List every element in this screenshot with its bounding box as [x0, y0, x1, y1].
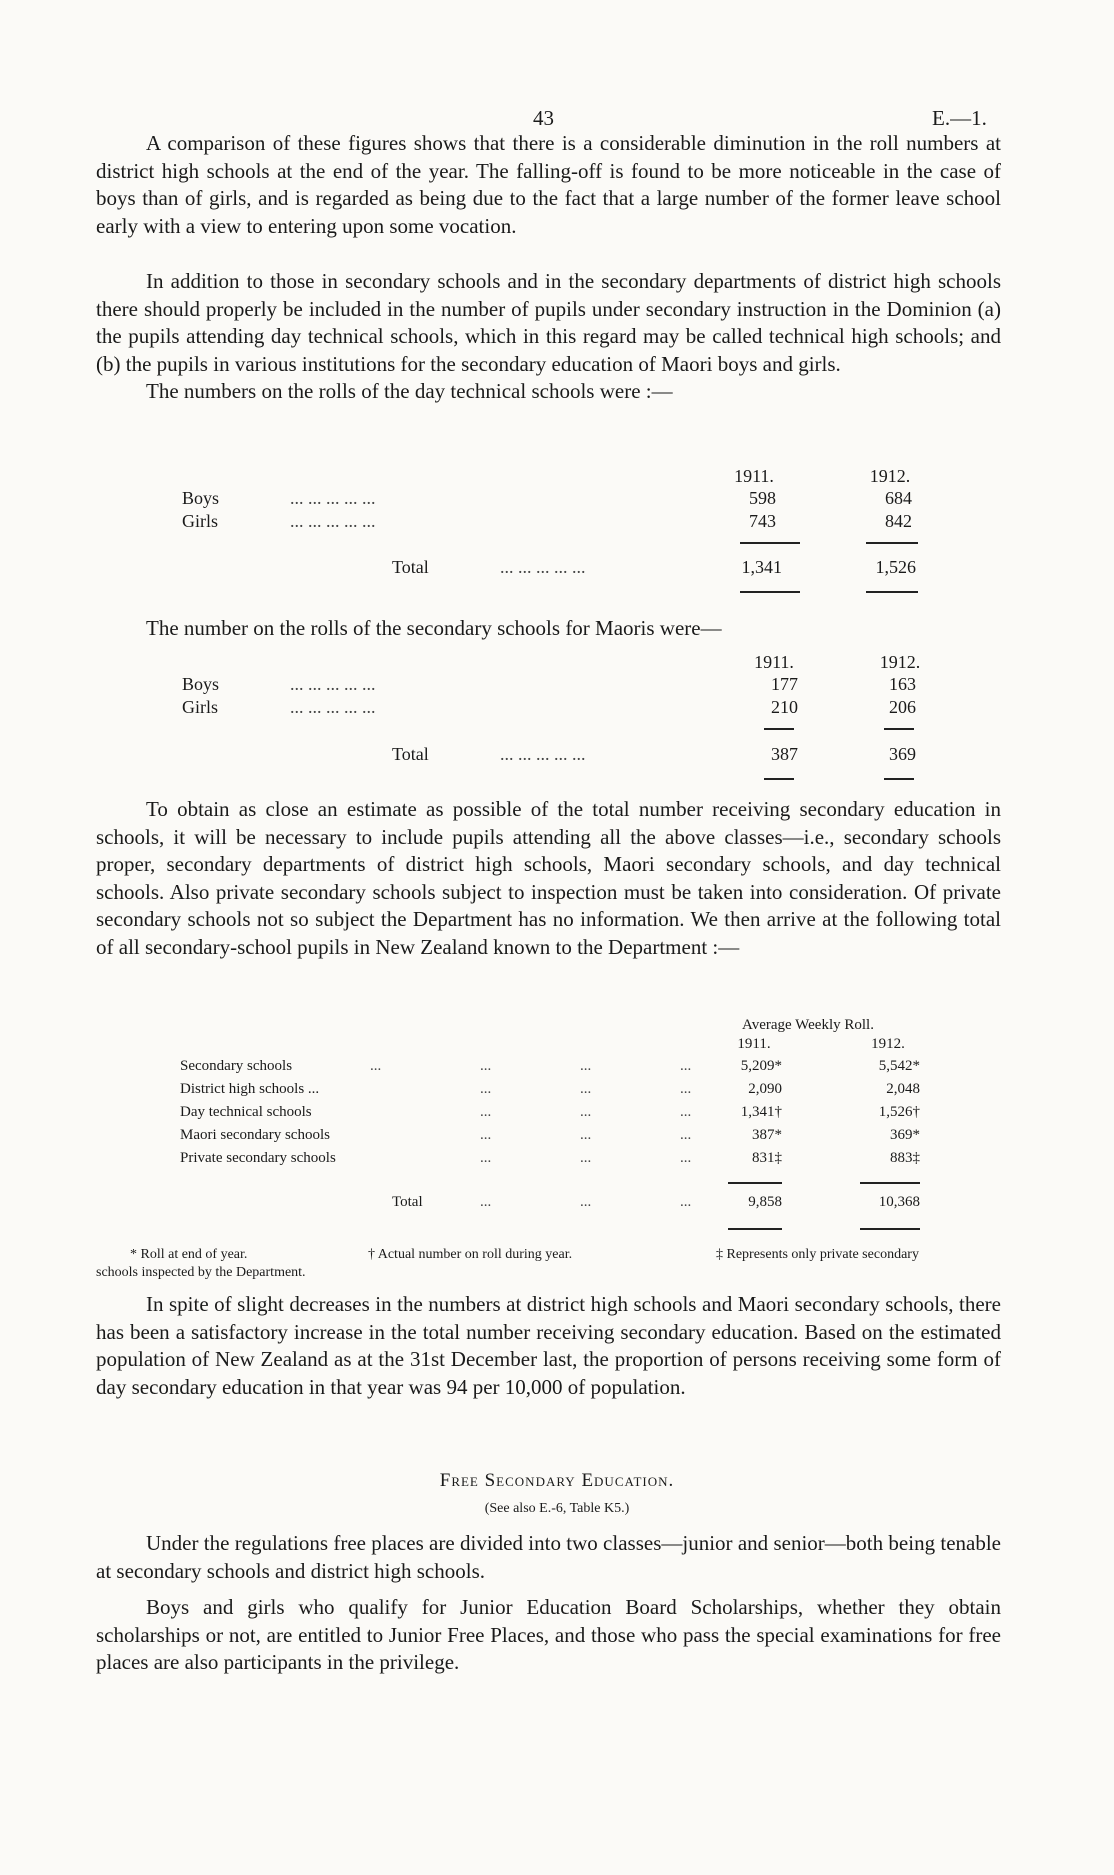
table2-total-v1: 387 — [771, 744, 798, 764]
table3-row-dots: ... — [680, 1127, 692, 1143]
table3-row-label: Maori secondary schools — [180, 1127, 330, 1143]
table3-total-rule — [860, 1228, 920, 1230]
table3-total-label: Total — [392, 1194, 423, 1210]
table1-total-label: Total — [392, 557, 429, 577]
table3-row-dots: ... — [480, 1127, 492, 1143]
table3-year2: 1912. — [871, 1036, 905, 1052]
paragraph-3: The numbers on the rolls of the day technical schools were :— — [146, 379, 673, 403]
table2-row-v1: 210 — [771, 697, 798, 717]
table3-row-v2: 1,526† — [878, 1104, 920, 1120]
table3-total-dots: ... — [680, 1194, 692, 1210]
table3-row-v2: 883‡ — [890, 1150, 920, 1166]
section-title: Free Secondary Education. — [439, 1470, 675, 1491]
table3-year1: 1911. — [737, 1036, 771, 1052]
table3-row-dots: ... — [580, 1127, 592, 1143]
table2-row-v2: 206 — [889, 697, 916, 717]
table1-total-dots: ... ... ... ... ... — [500, 557, 586, 577]
table1-row-v2: 842 — [885, 511, 912, 531]
page-number: 43 — [533, 106, 554, 130]
table1-row-v2: 684 — [885, 488, 912, 508]
table3-total-dots: ... — [480, 1194, 492, 1210]
section-subtitle: (See also E.-6, Table K5.) — [484, 1501, 630, 1516]
table3-row-v2: 5,542* — [878, 1058, 920, 1074]
footnote-actual-number: † Actual number on roll during year. — [368, 1247, 573, 1262]
table1-row-v1: 743 — [749, 511, 776, 531]
table3-row-v2: 369* — [890, 1127, 920, 1143]
table2-row-label: Boys — [182, 674, 220, 694]
table2-total-label: Total — [392, 744, 429, 764]
table3-row-dots: ... — [680, 1104, 692, 1120]
paragraph-1: A comparison of these figures shows that there is a considerable diminution in the roll numbers at district high schools at the end of the year. The falling-off is found to be more noticeable in the case of boys than of girls, and is regarded as being due to the fact that a large number of the former leave school early with a view to entering upon some vocation. — [96, 131, 1001, 238]
table3-row-dots: ... — [480, 1058, 492, 1074]
table1-total-v1: 1,341 — [741, 557, 782, 577]
table2-row-dots: ... ... ... ... ... — [290, 674, 376, 694]
table3-subtotal-rule — [860, 1182, 920, 1184]
table3-row-dots: ... — [680, 1150, 692, 1166]
table1-total-rule — [866, 591, 918, 593]
table3-row-dots: ... — [580, 1081, 592, 1097]
table2-subtotal-rule — [764, 728, 794, 730]
table3-row-v1: 1,341† — [740, 1104, 782, 1120]
paragraph-6: In spite of slight decreases in the numbers at district high schools and Maori secondary schools, there has been a satisfactory increase in the total number receiving secondary education. Based on the estimated population of New Zealand as at the 31st December last, the proportion of persons receiving some form of day secondary education in that year was 94 per 10,000 of population. — [96, 1292, 1001, 1399]
table3-row-dots: ... — [480, 1150, 492, 1166]
table3-row-dots: ... — [580, 1150, 592, 1166]
table3-row-label: District high schools ... — [180, 1081, 320, 1097]
table1-total-v2: 1,526 — [875, 557, 916, 577]
page-reference: E.—1. — [932, 106, 987, 130]
table3-total-v2: 10,368 — [878, 1194, 920, 1210]
table1-year1: 1911. — [734, 466, 774, 486]
paragraph-7: Under the regulations free places are divided into two classes—junior and senior—both being tenable at secondary schools and district high schools. — [96, 1531, 1001, 1583]
paragraph-2: In addition to those in secondary schools and in the secondary departments of district high schools there should properly be included in the number of pupils under secondary instruction in the Dominion (a) the pupils attending day technical schools, which in this regard may be called technical high schools; and (b) the pupils in various institutions for the secondary education of Maori boys and girls. — [96, 269, 1001, 376]
table3-total-dots: ... — [580, 1194, 592, 1210]
table3-heading: Average Weekly Roll. — [742, 1017, 874, 1033]
paragraph-5: To obtain as close an estimate as possible of the total number receiving secondary education in schools, it will be necessary to include pupils attending all the above classes—i.e., secondary schools proper, secondary departments of district high schools, Maori secondary schools, and day technical schools. Also private secondary schools subject to inspection must be taken into consideration. Of private secondary schools not so subject the Department has no information. We then arrive at the following total of all secondary-school pupils in New Zealand known to the Department :— — [96, 797, 1001, 959]
table1-row-v1: 598 — [749, 488, 776, 508]
table2-subtotal-rule — [884, 728, 914, 730]
paragraph-4: The number on the rolls of the secondary schools for Maoris were— — [146, 616, 722, 640]
table2-row-v1: 177 — [771, 674, 798, 694]
table3-row-dots: ... — [480, 1104, 492, 1120]
table2-year1: 1911. — [754, 652, 794, 672]
table3-row-dots: ... — [580, 1058, 592, 1074]
table3-row-label: Private secondary schools — [180, 1150, 336, 1166]
table1-subtotal-rule — [740, 542, 800, 544]
table3-subtotal-rule — [728, 1182, 782, 1184]
table1-subtotal-rule — [866, 542, 918, 544]
paragraph-8: Boys and girls who qualify for Junior Education Board Scholarships, whether they obtain scholarships or not, are entitled to Junior Free Places, and those who pass the special examinations for free places are also participants in the privilege. — [96, 1595, 1001, 1674]
table3-row-v1: 831‡ — [752, 1150, 782, 1166]
table3-row-dots: ... — [370, 1058, 382, 1074]
table3-row-label: Secondary schools — [180, 1058, 293, 1074]
table3-row-v1: 5,209* — [740, 1058, 782, 1074]
table2-total-dots: ... ... ... ... ... — [500, 744, 586, 764]
table1-row-dots: ... ... ... ... ... — [290, 511, 376, 531]
table3-row-dots: ... — [480, 1081, 492, 1097]
footnote-private-secondary: ‡ Represents only private secondary — [716, 1247, 919, 1262]
table1-total-rule — [740, 591, 800, 593]
table2-total-rule — [884, 778, 914, 780]
table2-year2: 1912. — [879, 652, 921, 672]
table3-row-dots: ... — [680, 1058, 692, 1074]
table2-total-v2: 369 — [889, 744, 916, 764]
table1-row-label: Boys — [182, 488, 220, 508]
table2-row-dots: ... ... ... ... ... — [290, 697, 376, 717]
footnote-roll-end: * Roll at end of year. — [130, 1247, 248, 1262]
table3-row-v1: 2,090 — [748, 1081, 782, 1097]
table2-total-rule — [764, 778, 794, 780]
table3-total-v1: 9,858 — [748, 1194, 782, 1210]
table2-row-label: Girls — [182, 697, 218, 717]
footnote-private-secondary-cont: schools inspected by the Department. — [96, 1265, 306, 1280]
table2-row-v2: 163 — [889, 674, 916, 694]
table3-row-v1: 387* — [752, 1127, 782, 1143]
table1-row-dots: ... ... ... ... ... — [290, 488, 376, 508]
table3-row-v2: 2,048 — [886, 1081, 920, 1097]
table3-row-label: Day technical schools — [180, 1104, 312, 1120]
table3-row-dots: ... — [680, 1081, 692, 1097]
table3-total-rule — [728, 1228, 782, 1230]
table3-row-dots: ... — [580, 1104, 592, 1120]
table1-year2: 1912. — [869, 466, 911, 486]
table1-row-label: Girls — [182, 511, 218, 531]
